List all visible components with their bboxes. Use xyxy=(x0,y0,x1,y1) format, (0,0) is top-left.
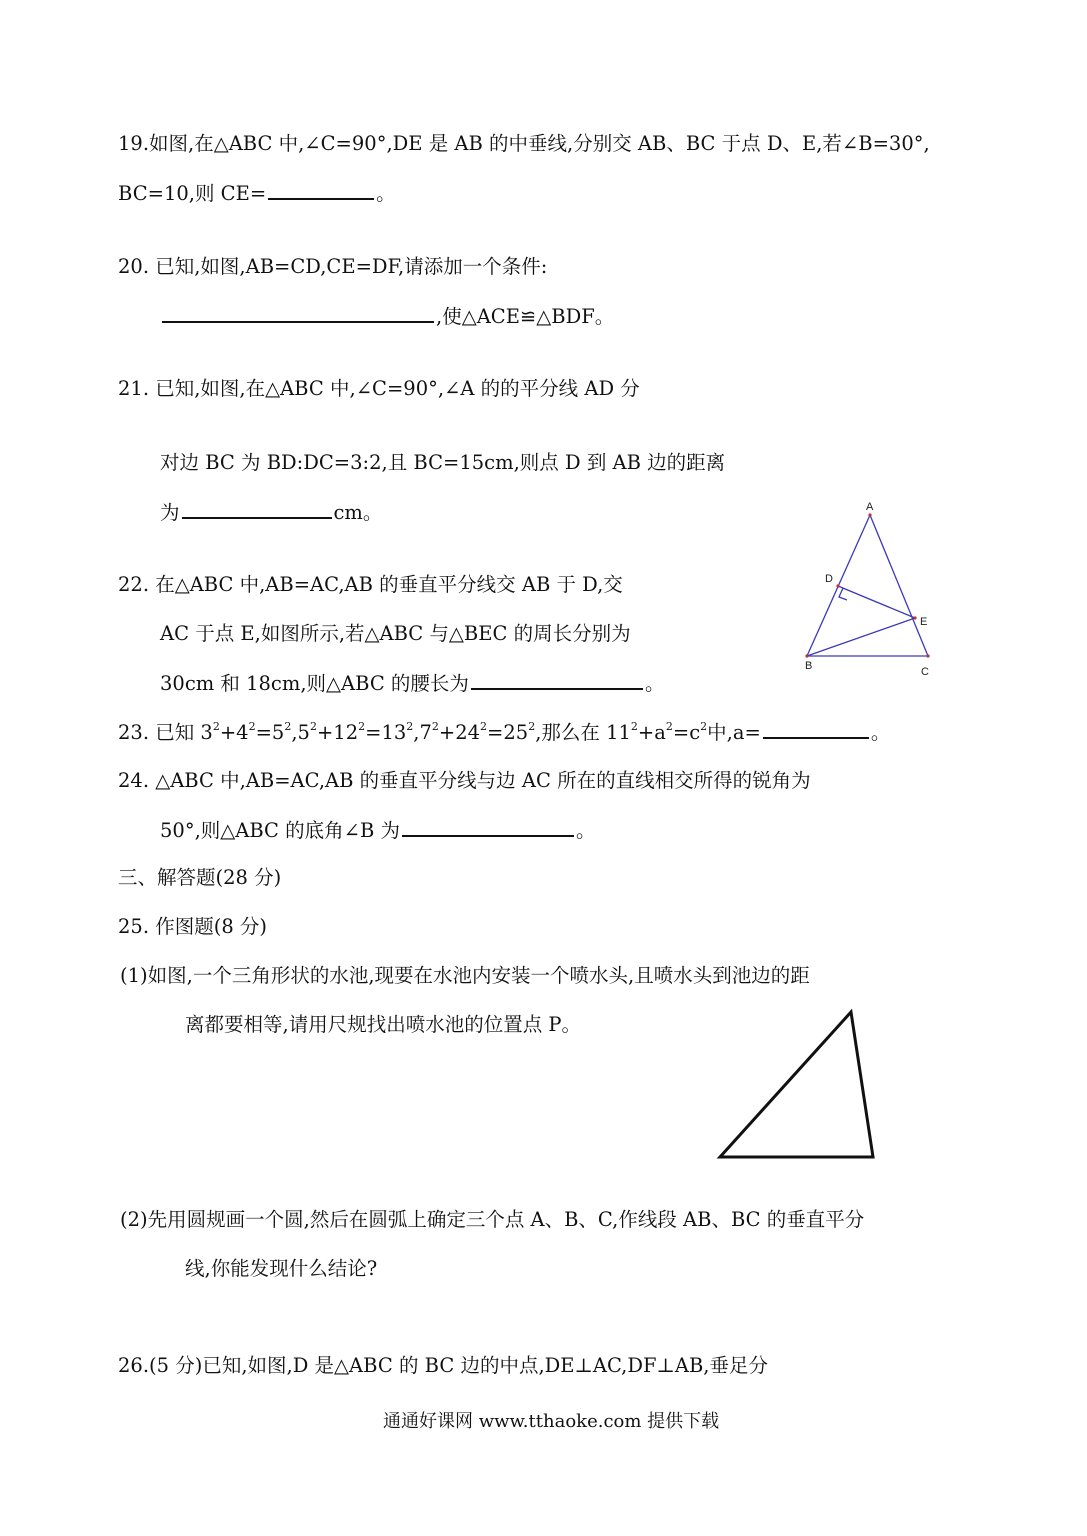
q22-line2: AC 于点 E,如图所示,若△ABC 与△BEC 的周长分别为 xyxy=(160,622,631,645)
q23-term: +24 xyxy=(438,721,481,744)
q21-line2: 对边 BC 为 BD:DC=3:2,且 BC=15cm,则点 D 到 AB 边的距离 xyxy=(160,451,726,474)
q23-term: ,5 xyxy=(291,721,310,744)
q25-part1-line2: 离都要相等,请用尺规找出喷水池的位置点 P。 xyxy=(185,1013,582,1036)
q23-term: =13 xyxy=(365,721,407,744)
q23-term: +a xyxy=(637,721,666,744)
q20-line2 xyxy=(160,303,614,330)
q23-line xyxy=(118,719,890,746)
q23-term: +12 xyxy=(316,721,359,744)
q23-exponent: 2 xyxy=(309,720,317,733)
q23-term: =5 xyxy=(255,721,285,744)
q26-line1: 26.(5 分)已知,如图,D 是△ABC 的 BC 边的中点,DE⊥AC,DF⊥AB,垂足分 xyxy=(118,1354,768,1377)
page-footer: 通通好课网 www.tthaoke.com 提供下载 xyxy=(383,1411,720,1432)
side-ac xyxy=(870,515,928,656)
q24-line2 xyxy=(160,817,596,844)
q25-part2-line2: 线,你能发现什么结论? xyxy=(185,1257,378,1280)
q25-part2-line1: (2)先用圆规画一个圆,然后在圆弧上确定三个点 A、B、C,作线段 AB、BC 的垂直平分 xyxy=(120,1208,865,1231)
q23-exponent: 2 xyxy=(700,720,708,733)
label-d: D xyxy=(825,573,833,585)
q23-term: 中,a= xyxy=(707,721,761,744)
q22-line1: 22. 在△ABC 中,AB=AC,AB 的垂直平分线交 AB 于 D,交 xyxy=(118,573,623,596)
q22-period: 。 xyxy=(644,672,665,695)
q23-exponent: 2 xyxy=(212,720,220,733)
q23-exponent: 2 xyxy=(665,720,673,733)
q21-answer-blank[interactable] xyxy=(182,499,332,519)
q20-line1: 20. 已知,如图,AB=CD,CE=DF,请添加一个条件: xyxy=(118,255,548,278)
q20-answer-blank[interactable] xyxy=(162,303,434,323)
q24-line1: 24. △ABC 中,AB=AC,AB 的垂直平分线与边 AC 所在的直线相交所得的锐角为 xyxy=(118,769,811,792)
q20-text: ,使△ACE≌△BDF。 xyxy=(436,305,615,328)
q22-answer-blank[interactable] xyxy=(471,670,643,690)
q23-exponent: 2 xyxy=(431,720,439,733)
q21-line3 xyxy=(160,499,382,526)
q25-title: 25. 作图题(8 分) xyxy=(118,915,268,938)
q22-text: 30cm 和 18cm,则△ABC 的腰长为 xyxy=(160,672,469,695)
q23-prefix: 23. 已知 xyxy=(118,721,201,744)
q23-exponent: 2 xyxy=(406,720,414,733)
segment-de xyxy=(838,586,915,618)
q21-unit: cm。 xyxy=(333,501,383,524)
label-b: B xyxy=(805,660,813,672)
q23-term: 3 xyxy=(200,721,213,744)
q21-text: 为 xyxy=(160,501,180,524)
q23-term: ,那么在 11 xyxy=(535,721,631,744)
section-heading: 三、解答题(28 分) xyxy=(118,866,282,889)
q24-text: 50°,则△ABC 的底角∠B 为 xyxy=(160,819,401,842)
q19-period: 。 xyxy=(376,182,396,205)
q25-part1-line1: (1)如图,一个三角形状的水池,现要在水池内安装一个喷水头,且喷水头到池边的距 xyxy=(120,964,810,987)
q23-period: 。 xyxy=(870,721,891,744)
q23-answer-blank[interactable] xyxy=(763,719,869,739)
q23-term: +4 xyxy=(219,721,249,744)
q23-exponent: 2 xyxy=(480,720,488,733)
q23-term: =25 xyxy=(487,721,529,744)
q19-answer-blank[interactable] xyxy=(268,180,374,200)
q23-term: ,7 xyxy=(413,721,432,744)
q23-exponent: 2 xyxy=(358,720,366,733)
q23-term: =c xyxy=(672,721,701,744)
label-e: E xyxy=(920,616,928,628)
segment-be xyxy=(807,618,915,656)
q19-line2 xyxy=(118,180,396,207)
label-c: C xyxy=(921,666,929,678)
q21-line1: 21. 已知,如图,在△ABC 中,∠C=90°,∠A 的的平分线 AD 分 xyxy=(118,377,640,400)
q22-line3 xyxy=(160,670,664,697)
q23-exponent: 2 xyxy=(284,720,292,733)
q24-period: 。 xyxy=(576,819,596,842)
q19-line1: 19.如图,在△ABC 中,∠C=90°,DE 是 AB 的中垂线,分别交 AB、BC 于点 D、E,若∠B=30°, xyxy=(118,132,930,155)
q23-exponent: 2 xyxy=(630,720,638,733)
q24-answer-blank[interactable] xyxy=(402,817,574,837)
q22-triangle-figure xyxy=(795,498,945,683)
q19-text: BC=10,则 CE= xyxy=(118,182,267,205)
label-a: A xyxy=(866,501,874,513)
q23-exponent: 2 xyxy=(528,720,536,733)
q23-exponent: 2 xyxy=(248,720,256,733)
q25-pool-triangle xyxy=(712,1005,882,1165)
